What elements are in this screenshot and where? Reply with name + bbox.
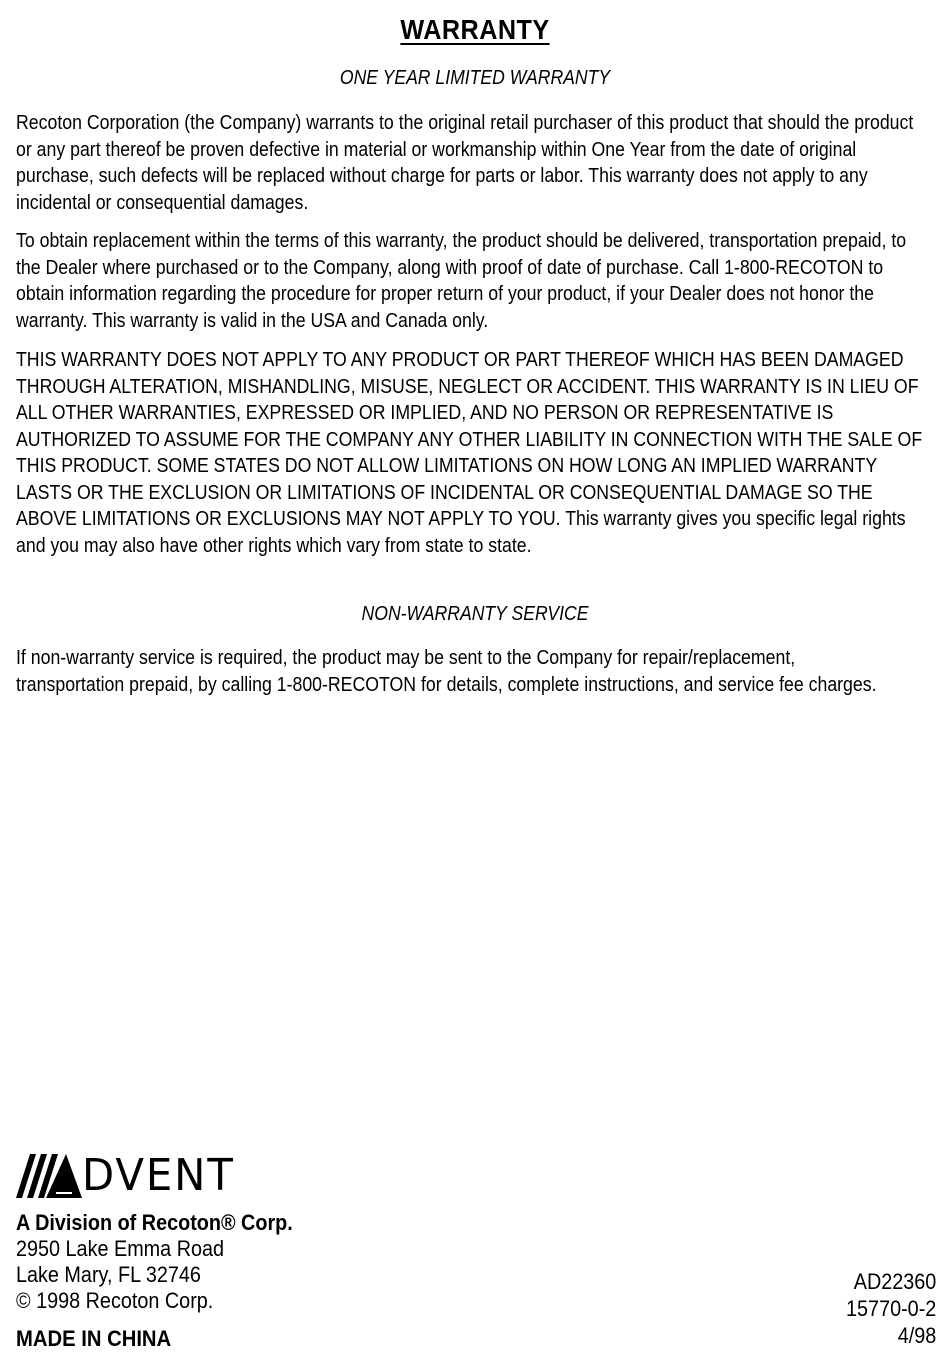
made-in-label: MADE IN CHINA	[16, 1326, 172, 1351]
warranty-paragraph-2: To obtain replacement within the terms of this warranty, the product should be delivered, transportation prepaid, to the Dealer where purchased or to the Company, along with proof of date of purchase. Call 1-800-RECOTON to obtain information regarding the procedure for proper return of your product, if your Dealer does not honor the warranty. This warranty is valid in the USA and Canada only.	[16, 230, 907, 332]
copyright-line: © 1998 Recoton Corp.	[16, 1288, 214, 1313]
non-warranty-heading: NON-WARRANTY SERVICE	[361, 603, 589, 625]
advent-logo	[16, 1150, 243, 1201]
limited-warranty-heading: ONE YEAR LIMITED WARRANTY	[339, 67, 611, 89]
page-title: WARRANTY	[400, 14, 550, 45]
part-code: 15770-0-2	[845, 1296, 936, 1321]
warranty-paragraph-1: Recoton Corporation (the Company) warrants to the original retail purchaser of this product that should the product or any part thereof be proven defective in material or workmanship within One Year from the date of original purchase, such defects will be replaced without charge for parts or labor. This warranty does not apply to any incidental or consequential damages.	[16, 112, 914, 214]
date-code: 4/98	[897, 1323, 936, 1348]
division-line: A Division of Recoton® Corp.	[16, 1210, 293, 1235]
model-code: AD22360	[853, 1269, 936, 1294]
non-warranty-paragraph: If non-warranty service is required, the product may be sent to the Company for repair/replacement, transportation prepaid, by calling 1-800-RECOTON for details, complete instructions, and service fee charges.	[16, 647, 877, 696]
advent-logo-text: DVENT	[82, 1150, 235, 1201]
city-line: Lake Mary, FL 32746	[16, 1262, 201, 1287]
advent-logo-mark-icon	[16, 1154, 82, 1198]
street-line: 2950 Lake Emma Road	[16, 1236, 225, 1261]
warranty-paragraph-3: THIS WARRANTY DOES NOT APPLY TO ANY PRODUCT OR PART THEREOF WHICH HAS BEEN DAMAGED THROUGH ALTERATION, MISHANDLING, MISUSE, NEGLECT OR ACCIDENT. THIS WARRANTY IS IN LIEU OF ALL OTHER WARRANTIES, EXPRESSED OR IMPLIED, AND NO PERSON OR REPRESENTATIVE IS AUTHORIZED TO ASSUME FOR THE COMPANY ANY OTHER LIABILITY IN CONNECTION WITH THE SALE OF THIS PRODUCT. SOME STATES DO NOT ALLOW LIMITATIONS ON HOW LONG AN IMPLIED WARRANTY LASTS OR THE EXCLUSION OR LIMITATIONS OF INCIDENTAL OR CONSEQUENTIAL DAMAGE SO THE ABOVE LIMITATIONS OR EXCLUSIONS MAY NOT APPLY TO YOU. This warranty gives you specific legal rights and you may also have other rights which vary from state to state.	[16, 349, 923, 557]
company-address	[16, 1210, 293, 1314]
product-codes	[846, 1268, 936, 1349]
